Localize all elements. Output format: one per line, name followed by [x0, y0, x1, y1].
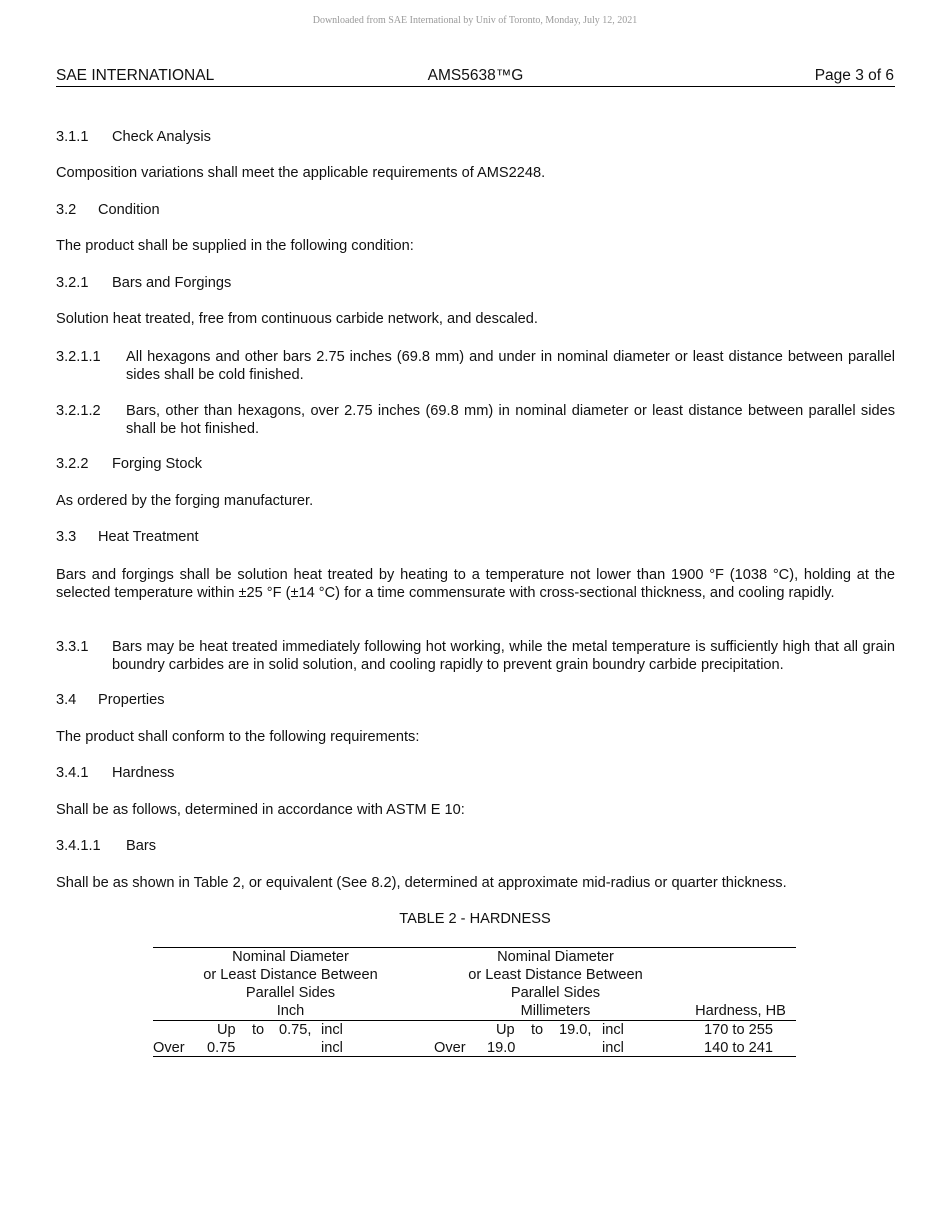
- mm-value: 19.0: [487, 1040, 516, 1056]
- column-header-inch: [163, 948, 418, 1020]
- mm-value: Up: [496, 1022, 515, 1038]
- section-number: 3.2.1.1: [56, 349, 101, 365]
- mm-qualifier: Over: [434, 1040, 466, 1056]
- table-header-rule: [153, 1020, 796, 1021]
- section-title: Condition: [98, 202, 160, 218]
- header-document-number: AMS5638™G: [427, 67, 524, 84]
- header-line: or Least Distance Between: [203, 967, 378, 983]
- paragraph-3-4-1-1: Shall be as shown in Table 2, or equivalent (See 8.2), determined at approximate mid-radius or quarter thickness.: [56, 875, 787, 891]
- header-line: Parallel Sides: [245, 985, 336, 1001]
- paragraph-3-2-1: Solution heat treated, free from continuous carbide network, and descaled.: [56, 311, 538, 327]
- inch-limit: 0.75,: [279, 1022, 312, 1038]
- header-line: or Least Distance Between: [468, 967, 643, 983]
- heading-3-2: [56, 202, 160, 218]
- paragraph-3-2: The product shall be supplied in the following condition:: [56, 238, 414, 254]
- header-line: Parallel Sides: [510, 985, 601, 1001]
- inch-incl: incl: [321, 1040, 343, 1056]
- section-title: Heat Treatment: [98, 529, 199, 545]
- hardness-table: [153, 947, 796, 1057]
- paragraph-3-4: The product shall conform to the following requirements:: [56, 729, 420, 745]
- paragraph-3-3: Bars and forgings shall be solution heat treated by heating to a temperature not lower than 1900 °F (1038 °C), holding at the selected temperature within ±25 °F (±14 °C) for a time commensurate with cross-sectional thickness, and cooling rapidly.: [56, 567, 895, 601]
- heading-3-4: [56, 692, 165, 708]
- mm-limit: 19.0,: [559, 1022, 592, 1038]
- inch-value: Up: [217, 1022, 236, 1038]
- item-3-2-1-2: [56, 402, 895, 438]
- paragraph-3-4-1: Shall be as follows, determined in accordance with ASTM E 10:: [56, 802, 465, 818]
- column-header-millimeters: [428, 948, 683, 1020]
- hardness-value: 170 to 255: [704, 1022, 773, 1038]
- heading-3-4-1-1: [56, 838, 156, 854]
- paragraph-3-1-1: Composition variations shall meet the applicable requirements of AMS2248.: [56, 165, 546, 181]
- header-organization: SAE INTERNATIONAL: [56, 67, 215, 84]
- section-title: Bars: [126, 838, 157, 854]
- paragraph-3-2-2: As ordered by the forging manufacturer.: [56, 493, 314, 509]
- heading-3-3: [56, 529, 199, 545]
- section-number: 3.3: [56, 529, 77, 545]
- header-line: Millimeters: [520, 1003, 591, 1019]
- table-title: TABLE 2 - HARDNESS: [399, 911, 551, 927]
- inch-to: to: [252, 1022, 265, 1038]
- item-3-2-1-1: [56, 348, 895, 384]
- mm-incl: incl: [602, 1040, 624, 1056]
- hardness-value: 140 to 241: [704, 1040, 773, 1056]
- item-text: Bars, other than hexagons, over 2.75 inches (69.8 mm) in nominal diameter or least distance between parallel sides shall be hot finished.: [126, 403, 895, 437]
- item-3-3-1: [56, 638, 895, 674]
- inch-incl: incl: [321, 1022, 343, 1038]
- download-watermark: Downloaded from SAE International by Univ of Toronto, Monday, July 12, 2021: [312, 15, 638, 26]
- mm-incl: incl: [602, 1022, 624, 1038]
- section-title: Hardness: [112, 765, 175, 781]
- section-number: 3.4: [56, 692, 77, 708]
- section-title: Bars and Forgings: [112, 275, 232, 291]
- header-page-number: Page 3 of 6: [814, 67, 894, 84]
- table-bottom-rule: [153, 1056, 796, 1057]
- item-text: All hexagons and other bars 2.75 inches (69.8 mm) and under in nominal diameter or least distance between parallel sides shall be cold finished.: [126, 349, 895, 383]
- header-line: Inch: [276, 1003, 305, 1019]
- section-number: 3.4.1.1: [56, 838, 101, 854]
- header-line: Nominal Diameter: [497, 949, 614, 965]
- page-header: [56, 66, 895, 87]
- inch-value: 0.75: [207, 1040, 236, 1056]
- header-line: Nominal Diameter: [232, 949, 349, 965]
- heading-3-4-1: [56, 765, 174, 781]
- section-number: 3.3.1: [56, 639, 89, 655]
- section-number: 3.2.2: [56, 456, 89, 472]
- section-title: Properties: [98, 692, 165, 708]
- item-text: Bars may be heat treated immediately following hot working, while the metal temperature is sufficiently high that all grain boundry carbides are in solid solution, and cooling rapidly to prevent grain boundry carbide precipitation.: [112, 639, 895, 673]
- heading-3-2-2: [56, 456, 202, 472]
- inch-qualifier: Over: [153, 1040, 185, 1056]
- heading-3-2-1: [56, 275, 231, 291]
- section-title: Forging Stock: [112, 456, 203, 472]
- section-number: 3.2.1: [56, 275, 89, 291]
- heading-3-1-1: [56, 129, 211, 145]
- column-header-hardness: Hardness, HB: [695, 1003, 786, 1019]
- section-number: 3.2.1.2: [56, 403, 101, 419]
- section-number: 3.1.1: [56, 129, 89, 145]
- section-number: 3.4.1: [56, 765, 89, 781]
- mm-to: to: [531, 1022, 544, 1038]
- section-title: Check Analysis: [112, 129, 211, 145]
- section-number: 3.2: [56, 202, 77, 218]
